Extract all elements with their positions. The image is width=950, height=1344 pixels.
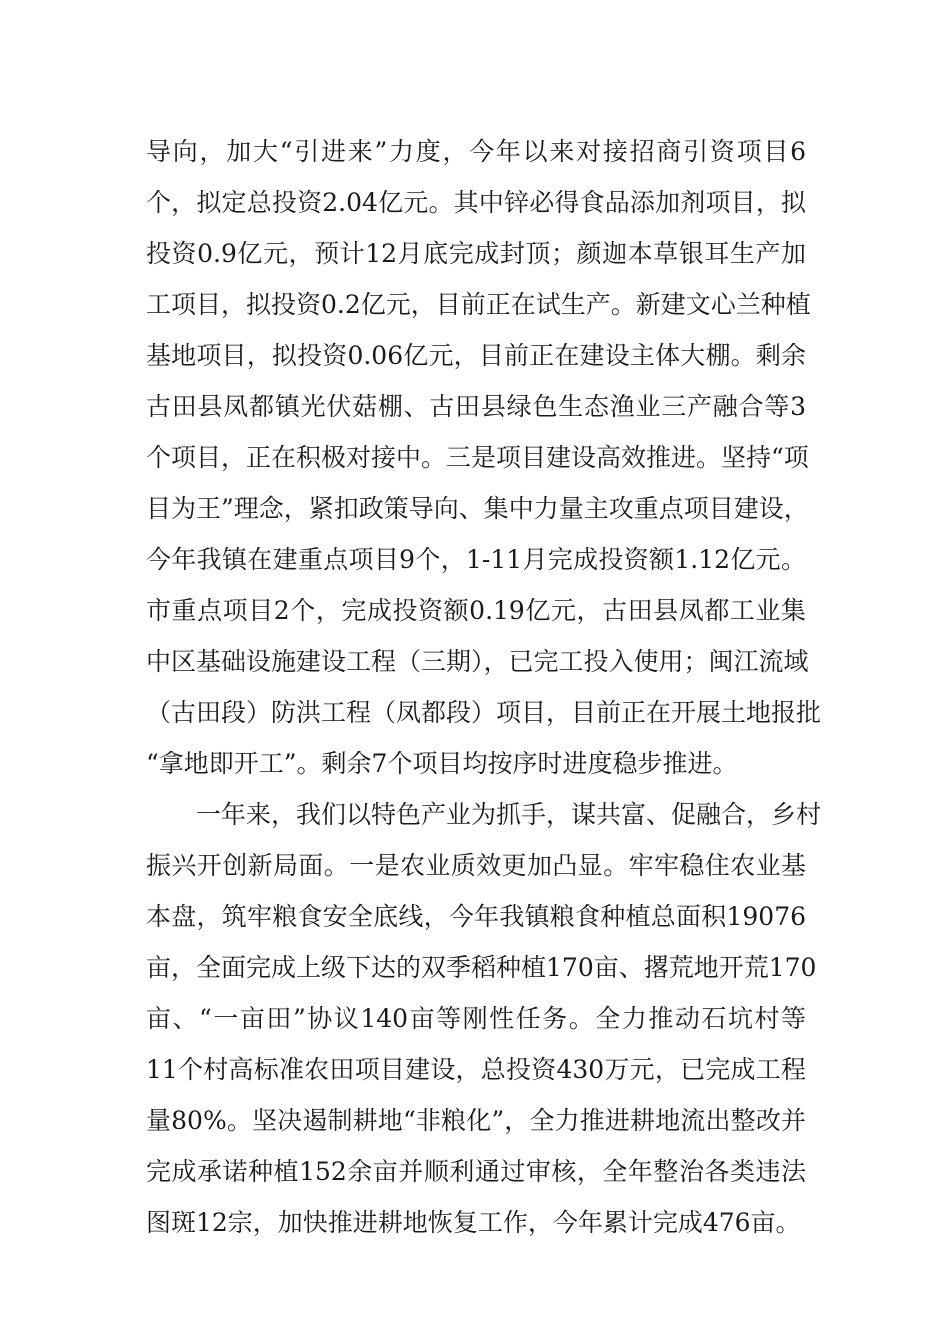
document-body bbox=[146, 126, 822, 1248]
text-line: （古田段）防洪工程（凤都段）项目，目前正在开展土地报批 bbox=[146, 698, 822, 727]
text-line: 个项目，正在积极对接中。三是项目建设高效推进。坚持“项 bbox=[146, 443, 809, 472]
text-line: “拿地即开工”。剩余7个项目均按序时进度稳步推进。 bbox=[146, 749, 738, 778]
text-line: 亩、“一亩田”协议140亩等刚性任务。全力推动石坑村等 bbox=[146, 1004, 806, 1033]
text-line: 基地项目，拟投资0.06亿元，目前正在建设主体大棚。剩余 bbox=[146, 341, 806, 370]
text-line: 目为王”理念，紧扣政策导向、集中力量主攻重点项目建设， bbox=[146, 494, 809, 523]
paragraph-rural-revitalization bbox=[146, 789, 822, 1248]
text-line: 完成承诺种植152余亩并顺利通过审核，全年整治各类违法 bbox=[146, 1157, 806, 1186]
text-line: 市重点项目2个，完成投资额0.19亿元，古田县凤都工业集 bbox=[146, 596, 806, 625]
text-line: 一年来，我们以特色产业为抓手，谋共富、促融合，乡村 bbox=[146, 800, 822, 829]
text-line: 个，拟定总投资2.04亿元。其中锌必得食品添加剂项目，拟 bbox=[146, 188, 806, 217]
text-line: 中区基础设施建设工程（三期），已完工投入使用；闽江流域 bbox=[146, 647, 809, 676]
text-line: 导向，加大“引进来”力度，今年以来对接招商引资项目6 bbox=[146, 137, 806, 166]
text-line: 图斑12宗，加快推进耕地恢复工作，今年累计完成476亩。 bbox=[146, 1208, 801, 1237]
text-line: 工项目，拟投资0.2亿元，目前正在试生产。新建文心兰种植 bbox=[146, 290, 811, 319]
text-line: 亩，全面完成上级下达的双季稻种植170亩、撂荒地开荒170 bbox=[146, 953, 817, 982]
text-line: 今年我镇在建重点项目9个，1-11月完成投资额1.12亿元。 bbox=[146, 545, 806, 574]
text-line: 本盘，筑牢粮食安全底线，今年我镇粮食种植总面积19076 bbox=[146, 902, 806, 931]
text-line: 古田县凤都镇光伏菇棚、古田县绿色生态渔业三产融合等3 bbox=[146, 392, 806, 421]
text-line: 11个村高标准农田项目建设，总投资430万元，已完成工程 bbox=[146, 1055, 806, 1084]
text-line: 振兴开创新局面。一是农业质效更加凸显。牢牢稳住农业基 bbox=[146, 851, 806, 880]
text-line: 量80%。坚决遏制耕地“非粮化”，全力推进耕地流出整改并 bbox=[146, 1106, 806, 1135]
paragraph-project-investment bbox=[146, 126, 822, 789]
text-line: 投资0.9亿元，预计12月底完成封顶；颜迦本草银耳生产加 bbox=[146, 239, 806, 268]
